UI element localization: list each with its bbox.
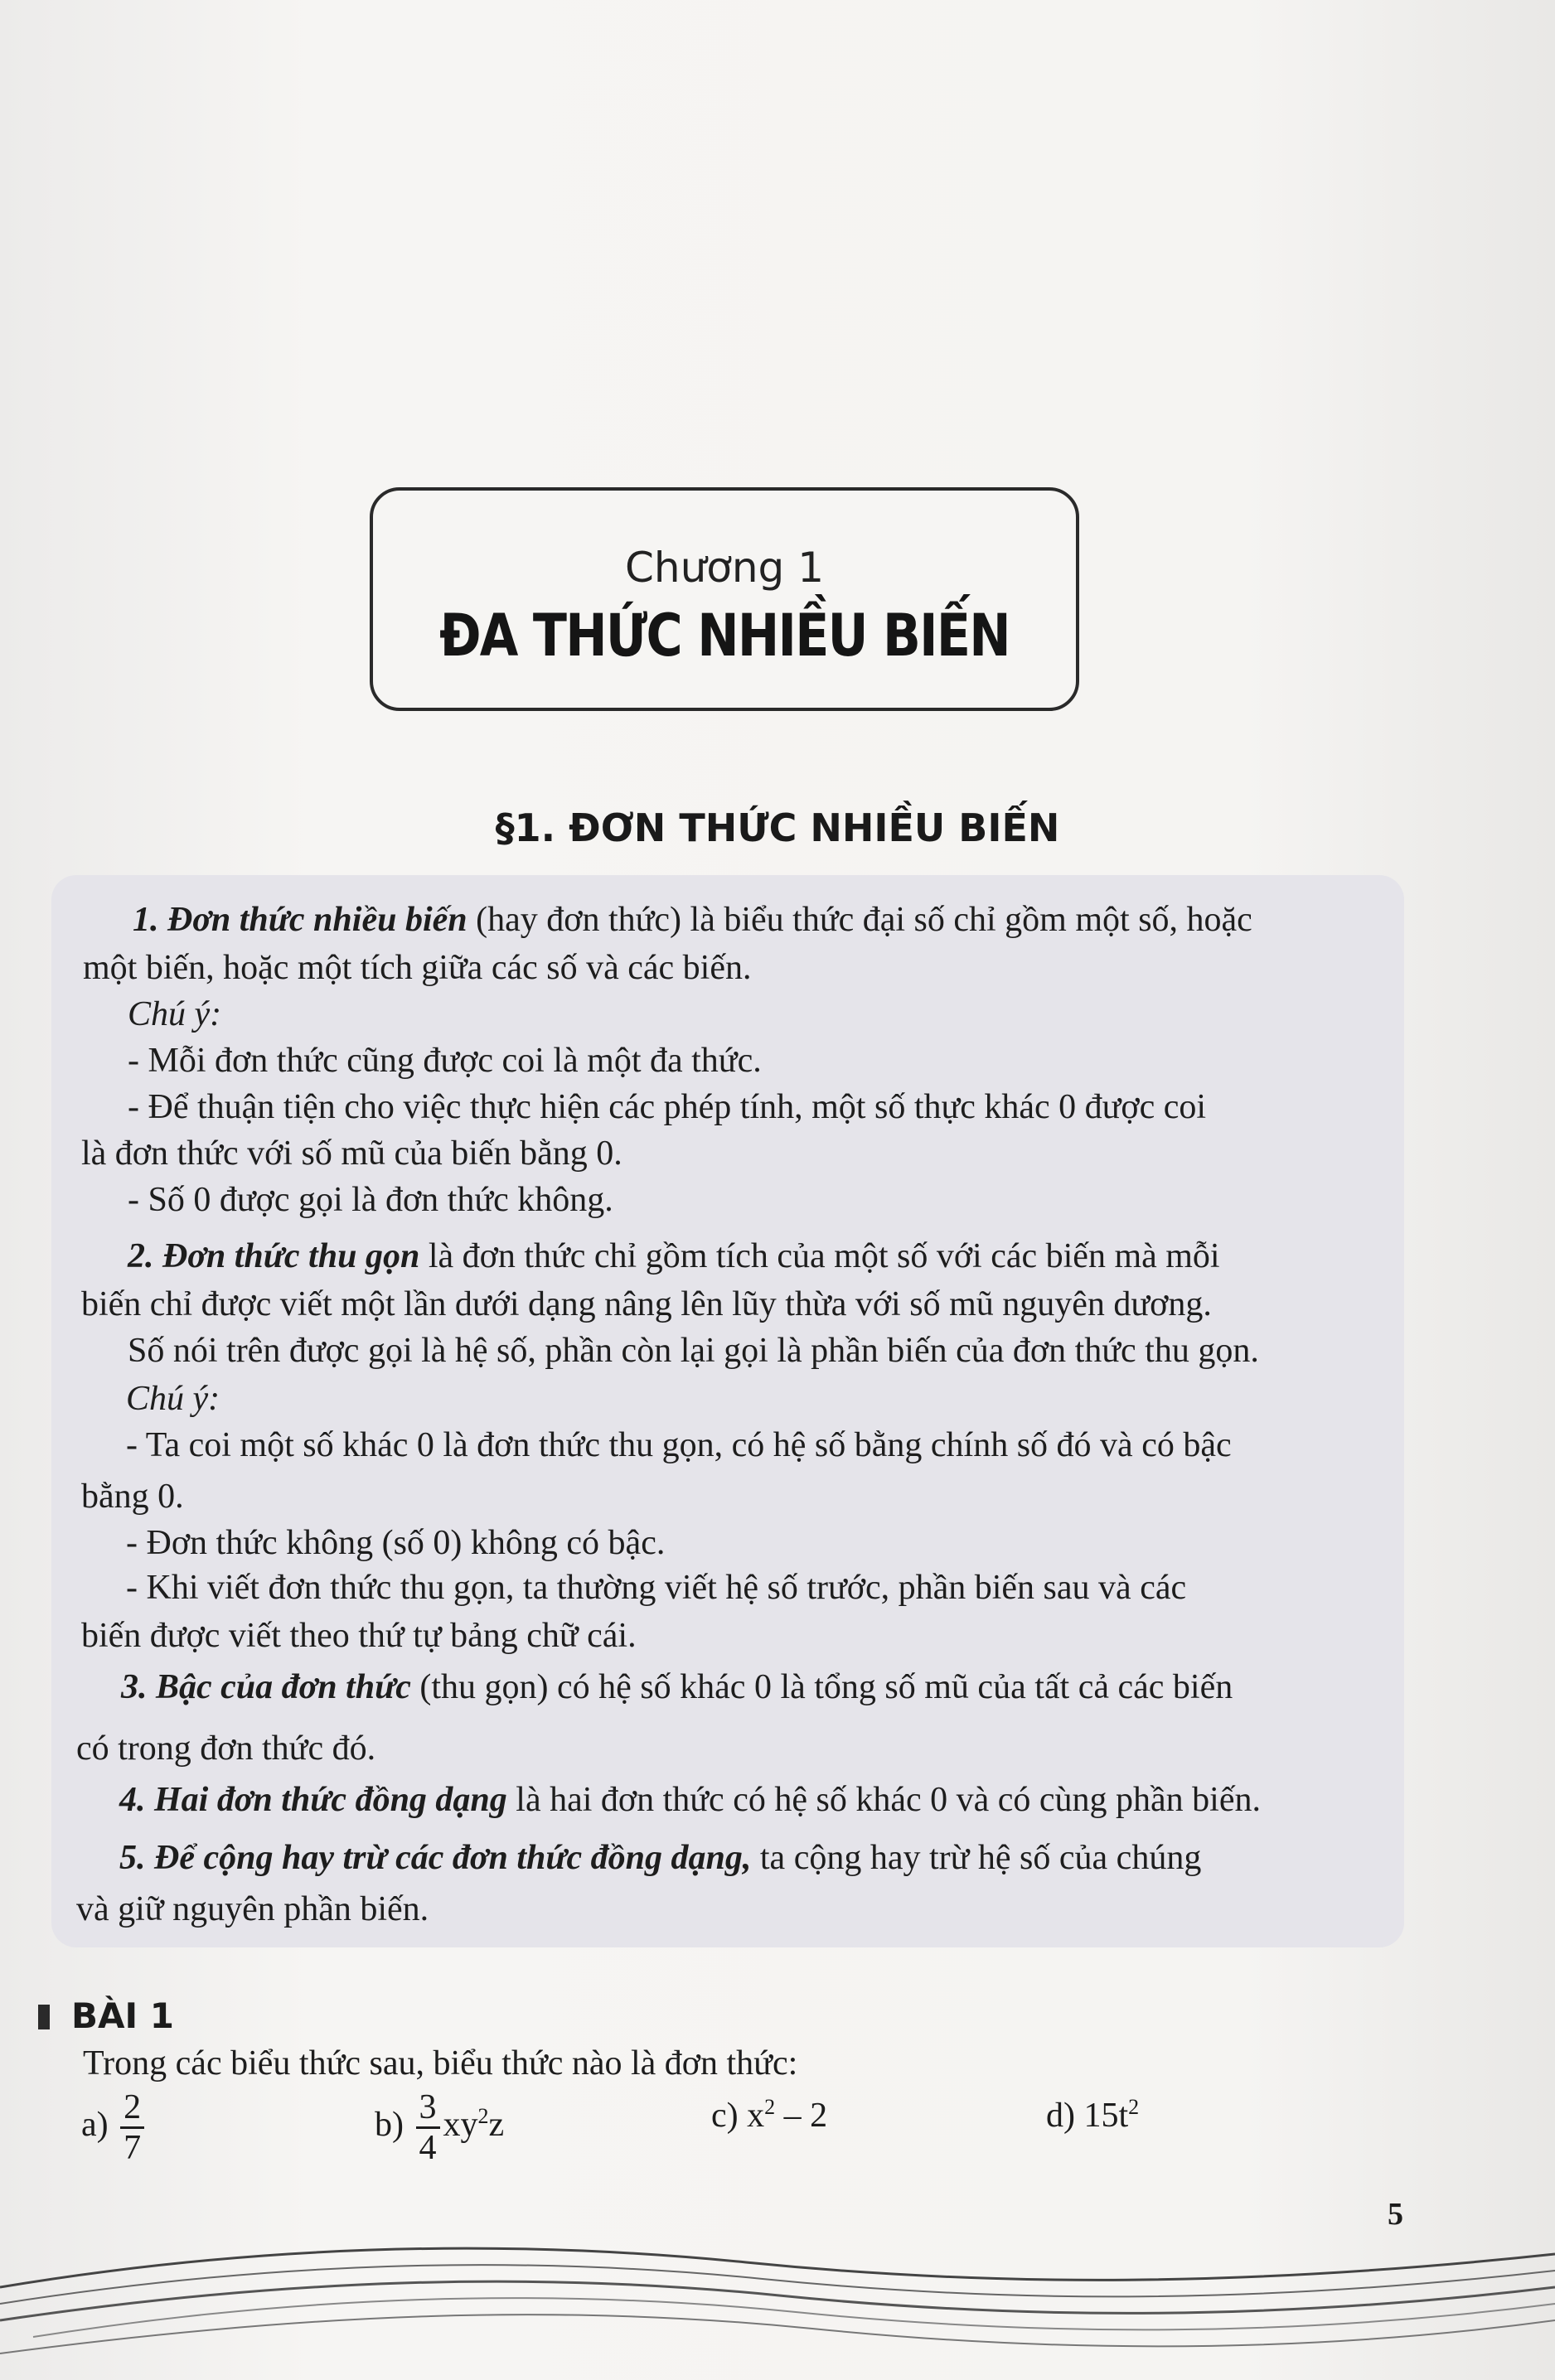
choice-b-numerator: 3	[416, 2088, 440, 2129]
choice-b-fraction	[416, 2088, 440, 2167]
chapter-label: Chương 1	[624, 544, 824, 592]
note-1-item-a: - Mỗi đơn thức cũng được coi là một đa thức.	[128, 1042, 762, 1080]
definition-5-line-2: và giữ nguyên phần biến.	[76, 1890, 429, 1928]
definition-3-line-1	[121, 1666, 1233, 1709]
definition-5-term: 5. Để cộng hay trừ các đơn thức đồng dạng,	[119, 1839, 752, 1877]
section-title: §1. ĐƠN THỨC NHIỀU BIẾN	[495, 805, 1060, 850]
definition-3-text: (thu gọn) có hệ số khác 0 là tổng số mũ của tất cả các biến	[410, 1668, 1233, 1706]
note-2-label	[126, 1377, 220, 1420]
exercise-heading	[38, 1995, 174, 2036]
note-1-label	[128, 993, 221, 1036]
choice-a-numerator: 2	[120, 2088, 144, 2129]
choice-a-fraction	[120, 2088, 144, 2167]
definition-4-text: là hai đơn thức có hệ số khác 0 và có cùng phần biến.	[506, 1781, 1261, 1819]
choice-a	[81, 2088, 148, 2167]
choice-a-denominator: 7	[124, 2129, 142, 2167]
choice-a-label: a)	[81, 2106, 109, 2145]
definition-2-text: là đơn thức chỉ gồm tích của một số với các biến mà mỗi	[419, 1237, 1220, 1275]
note-2-item-a-line-1: - Ta coi một số khác 0 là đơn thức thu gọn, có hệ số bằng chính số đó và có bậc	[126, 1426, 1232, 1464]
choice-d	[1046, 2087, 1139, 2136]
note-1-item-b-line-1: - Để thuận tiện cho việc thực hiện các phép tính, một số thực khác 0 được coi	[128, 1088, 1207, 1126]
exercise-prompt: Trong các biểu thức sau, biểu thức nào là đơn thức:	[83, 2044, 798, 2082]
definition-3-term: 3. Bậc của đơn thức	[121, 1668, 411, 1706]
note-1-item-b-line-2: là đơn thức với số mũ của biến bằng 0.	[81, 1134, 622, 1173]
note-2-item-c-line-2: biến được viết theo thứ tự bảng chữ cái.	[81, 1617, 637, 1655]
choice-b-exponent: 2	[477, 2104, 489, 2129]
note-2-item-c-line-1: - Khi viết đơn thức thu gọn, ta thường viết hệ số trước, phần biến sau và các	[126, 1569, 1187, 1607]
note-1-item-c: - Số 0 được gọi là đơn thức không.	[128, 1181, 613, 1219]
choice-b-variables: xy	[443, 2106, 478, 2145]
choice-b-tail: z	[488, 2106, 505, 2145]
definition-1-text: (hay đơn thức) là biểu thức đại số chỉ gồm một số, hoặc	[467, 901, 1252, 939]
definition-2-line-1	[128, 1235, 1220, 1278]
definition-1-term: 1. Đơn thức nhiều biến	[133, 901, 467, 939]
choice-c-tail: – 2	[775, 2097, 828, 2135]
decorative-wave-footer	[0, 2188, 1555, 2380]
definition-3-line-2: có trong đơn thức đó.	[76, 1729, 376, 1768]
definition-5-line-1	[119, 1836, 1201, 1879]
note-2-label-text: Chú ý:	[126, 1380, 220, 1418]
note-2-item-a-line-2: bằng 0.	[81, 1478, 184, 1516]
definition-1-line-1	[133, 898, 1252, 941]
choice-c-base: x	[747, 2097, 765, 2135]
definition-1-line-2: một biến, hoặc một tích giữa các số và các biến.	[83, 949, 752, 987]
note-1-label-text: Chú ý:	[128, 995, 222, 1033]
choice-d-base: 15t	[1083, 2097, 1129, 2135]
exercise-title: BÀI 1	[71, 1995, 174, 2036]
chapter-title: ĐA THỨC NHIỀU BIẾN	[439, 602, 1010, 670]
choice-b-denominator: 4	[419, 2129, 437, 2167]
choice-c	[711, 2087, 827, 2136]
choice-c-label: c)	[711, 2097, 739, 2135]
choice-b-label: b)	[375, 2106, 404, 2145]
page-number: 5	[1388, 2197, 1403, 2232]
definition-2-line-2: biến chỉ được viết một lần dưới dạng nâng lên lũy thừa với số mũ nguyên dương.	[81, 1285, 1212, 1323]
chapter-header-box	[370, 487, 1079, 711]
choice-b	[375, 2088, 504, 2167]
choice-d-exponent: 2	[1128, 2095, 1140, 2119]
definition-5-text: ta cộng hay trừ hệ số của chúng	[751, 1839, 1202, 1877]
exercise-marker-icon	[38, 2005, 50, 2029]
definition-4-line	[119, 1778, 1261, 1821]
definition-2-term: 2. Đơn thức thu gọn	[128, 1237, 420, 1275]
choice-c-exponent: 2	[764, 2095, 776, 2119]
definition-4-term: 4. Hai đơn thức đồng dạng	[119, 1781, 507, 1819]
note-2-item-b: - Đơn thức không (số 0) không có bậc.	[126, 1524, 666, 1562]
choice-d-label: d)	[1046, 2097, 1075, 2135]
definition-2-line-3: Số nói trên được gọi là hệ số, phần còn lại gọi là phần biến của đơn thức thu gọn.	[128, 1332, 1259, 1370]
